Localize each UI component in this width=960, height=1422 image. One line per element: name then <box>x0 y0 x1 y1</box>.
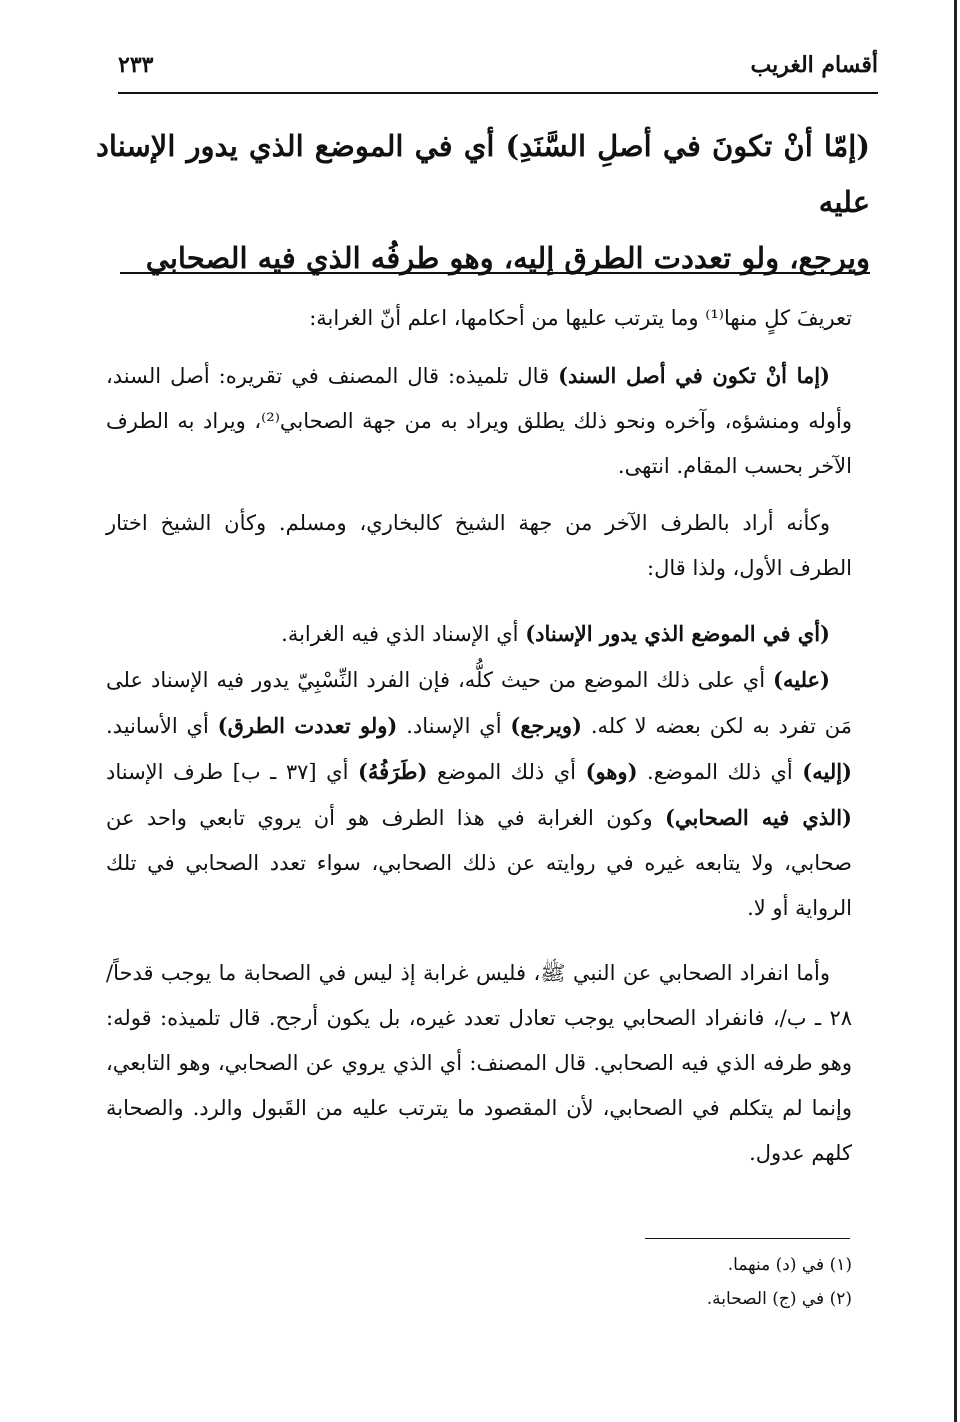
paragraph-text: أي [٣٧ ـ ب] طرف الإسناد <box>106 760 358 784</box>
paragraph-5 <box>106 657 852 931</box>
quoted-matn: (طَرَفُهُ) <box>357 759 428 784</box>
paragraph-4 <box>106 611 852 657</box>
footnotes <box>106 1248 852 1316</box>
quoted-matn: (وهو) <box>585 759 638 784</box>
matn-text <box>96 118 870 286</box>
matn-separator-rule <box>120 272 870 274</box>
paragraph-text: أي على ذلك الموضع من حيث كلُّه، فإن الفرد النِّسْبِيّ يدور فيه الإسناد على مَن تفرد به لكن بعضه لا كله. <box>106 668 853 738</box>
paragraph-text: وكون الغرابة في هذا الطرف هو أن يروي تابعي واحد عن صحابي، ولا يتابعه غيره في روايته عن ذلك الصحابي، سواء تعدد الصحابي في تلك الرواية أو لا. <box>106 806 852 920</box>
quoted-matn: (إليه) <box>802 759 852 784</box>
commentary-text <box>106 296 852 1176</box>
paragraph-text: أي ذلك الموضع <box>427 760 586 784</box>
footnote-rule <box>645 1238 850 1239</box>
chapter-title: أقسام الغريب <box>750 52 878 78</box>
quoted-matn: (عليه) <box>773 667 830 692</box>
quoted-matn: (ويرجع) <box>510 713 582 738</box>
matn-line-2: ويرجع، ولو تعددت الطرق إليه، وهو طرفُه الذي فيه الصحابي <box>145 241 870 275</box>
footnote-1: (١) في (د) منهما. <box>727 1255 852 1275</box>
paragraph-text: قال تلميذه: قال المصنف في تقريره: أصل السند، وأوله ومنشؤه، وآخره ونحو ذلك يطلق ويراد به من جهة الصحابي⁽²⁾، ويراد به الطرف الآخر بحسب المقام. انتهى. <box>106 364 852 478</box>
page-number: ٢٣٣ <box>118 52 154 78</box>
page-edge-border <box>954 0 957 1422</box>
paragraph-text: أي ذلك الموضع. <box>637 760 803 784</box>
quoted-matn: (إما أنْ تكون في أصل السند) <box>558 363 830 388</box>
matn-line-1: (إمّا أنْ تكونَ في أصلِ السَّنَدِ) أي في الموضع الذي يدور الإسناد عليه <box>96 129 871 219</box>
paragraph-1: تعريفَ كلٍ منها⁽¹⁾ وما يترتب عليها من أحكامها، اعلم أنّ الغرابة: <box>309 306 852 330</box>
footnote-2: (٢) في (ج) الصحابة. <box>706 1289 852 1309</box>
quoted-matn: (الذي فيه الصحابي) <box>665 805 852 830</box>
running-header <box>118 52 878 92</box>
paragraph-text: أي الأسانيد. <box>106 714 218 738</box>
quoted-matn: (ولو تعددت الطرق) <box>217 713 398 738</box>
paragraph-3: وكأنه أراد بالطرف الآخر من جهة الشيخ كالبخاري، ومسلم. وكأن الشيخ اختار الطرف الأول، ولذا قال: <box>106 511 852 580</box>
paragraph-2 <box>106 353 852 489</box>
paragraph-6: وأما انفراد الصحابي عن النبي ﷺ، فليس غرابة إذ ليس في الصحابة ما يوجب قدحاً/٢٨ ـ ب/، فانفراد الصحابي يوجب تعادل تعدد غيره، بل يكون أرجح. قال تلميذه: قوله: وهو طرفه الذي فيه الصحابي. قال المصنف: أي الذي يروي عن الصحابي، وهو التابعي، وإنما لم يتكلم في الصحابي، لأن المقصود ما يترتب عليه من القَبول والرد. والصحابة كلهم عدول. <box>106 961 852 1165</box>
paragraph-text: أي الإسناد الذي فيه الغرابة. <box>281 622 526 646</box>
paragraph-text: أي الإسناد. <box>397 714 511 738</box>
quoted-matn: (أي في الموضع الذي يدور الإسناد) <box>525 621 830 646</box>
header-rule <box>118 92 878 94</box>
